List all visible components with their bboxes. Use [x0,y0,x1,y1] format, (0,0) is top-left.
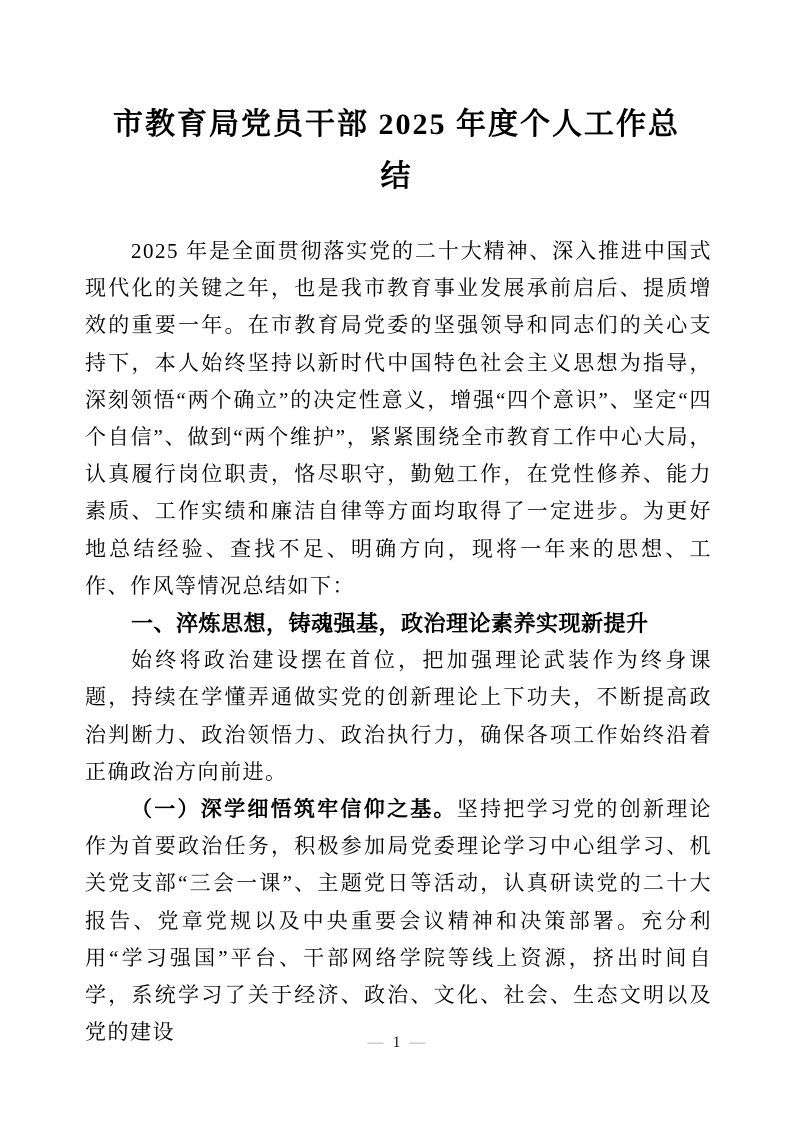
footer-left-dash: — [367,1034,384,1051]
document-title [84,99,709,203]
document-title-line-1: 市教育局党员干部 2025 年度个人工作总 [113,108,680,141]
document-body [85,233,712,1051]
document-title-line-2: 结 [380,160,413,193]
page-footer [0,1032,793,1054]
intro-paragraph: 2025 年是全面贯彻落实党的二十大精神、深入推进中国式现代化的关键之年，也是我市教育事业发展承前启后、提质增效的重要一年。在市教育局党委的坚强领导和同志们的关心支持下，本人始终坚持以新时代中国特色社会主义思想为指导，深刻领悟“两个确立”的决定性意义，增强“四个意识”、坚定“四个自信”、做到“两个维护”，紧紧围绕全市教育工作中心大局，认真履行岗位职责，恪尽职守，勤勉工作，在党性修养、能力素质、工作实绩和廉洁自律等方面均取得了一定进步。为更好地总结经验、查找不足、明确方向，现将一年来的思想、工作、作风等情况总结如下： [85,239,712,598]
section-1-subitem-paragraph [85,791,712,1051]
subitem-lead-bold: （一）深学细悟筑牢信仰之基。 [131,797,457,822]
subitem-text: 坚持把学习党的创新理论作为首要政治任务，积极参加局党委理论学习中心组学习、机关党支部“三会一课”、主题党日等活动，认真研读党的二十大报告、党章党规以及中央重要会议精神和决策部署。充分利用“学习强国”平台、干部网络学院等线上资源，挤出时间自学，系统学习了关于经济、政治、文化、社会、生态文明以及党的建设 [85,797,713,1045]
section-1-paragraph: 始终将政治建设摆在首位，把加强理论武装作为终身课题，持续在学懂弄通做实党的创新理论上下功夫，不断提高政治判断力、政治领悟力、政治执行力，确保各项工作始终沿着正确政治方向前进。 [85,648,712,784]
page-number: 1 [392,1034,401,1051]
section-1-heading: 一、淬炼思想，铸魂强基，政治理论素养实现新提升 [131,611,649,637]
footer-right-dash: — [409,1034,426,1051]
